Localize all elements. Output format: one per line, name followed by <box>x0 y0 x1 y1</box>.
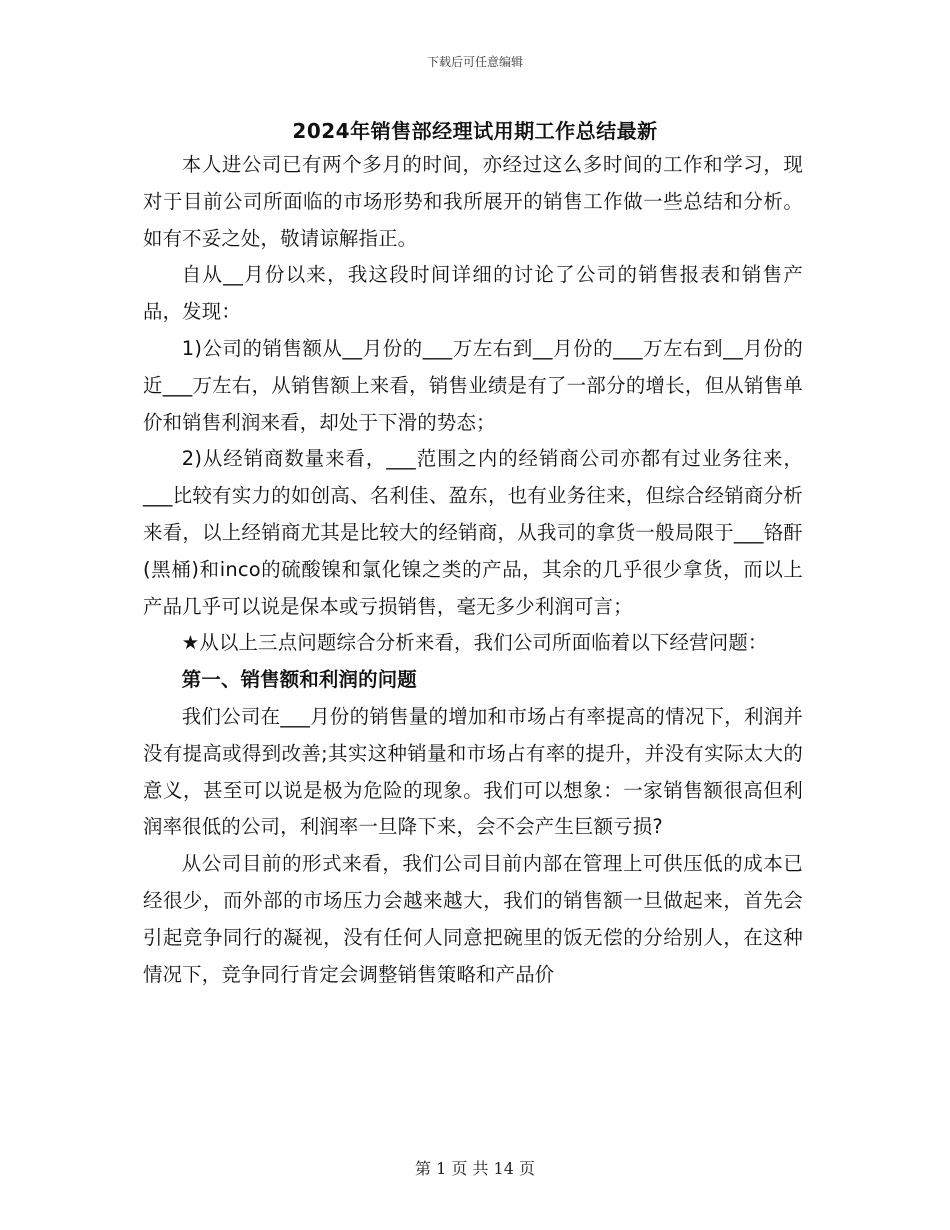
paragraph-section-1: 我们公司在___月份的销售量的增加和市场占有率提高的情况下，利润并没有提高或得到改善;其实这种销量和市场占有率的提升，并没有实际太大的意义，甚至可以说是极为危险的现象。我们可以想象：一家销售额很高但利润率很低的公司，利润率一旦降下来，会不会产生巨额亏损? <box>143 704 803 839</box>
paragraph-finding-1: 1)公司的销售额从__月份的___万左右到__月份的___万左右到__月份的近___万左右，从销售额上来看，销售业绩是有了一部分的增长，但从销售单价和销售利润来看，却处于下滑的势态； <box>143 336 803 434</box>
paragraph-findings-intro: 自从__月份以来，我这段时间详细的讨论了公司的销售报表和销售产品，发现： <box>143 263 803 324</box>
section-heading-1: 第一、销售额和利润的问题 <box>181 668 417 692</box>
paragraph-finding-2: 2)从经销商数量来看，___范围之内的经销商公司亦都有过业务往来，___比较有实力的如创高、名利佳、盈东，也有业务往来，但综合经销商分析来看，以上经销商尤其是比较大的经销商，从我司的拿货一般局限于___铬酐(黑桶)和inco的硫酸镍和氯化镍之类的产品，其余的几乎很少拿货，而以上产品几乎可以说是保本或亏损销售，毫无多少利润可言； <box>143 447 803 618</box>
paragraph-analysis: ★从以上三点问题综合分析来看，我们公司所面临着以下经营问题： <box>181 631 768 655</box>
paragraph-intro: 本人进公司已有两个多月的时间，亦经过这么多时间的工作和学习，现对于目前公司所面临的市场形势和我所展开的销售工作做一些总结和分析。如有不妥之处，敬请谅解指正。 <box>143 153 803 250</box>
page-footer: 第 1 页 共 14 页 <box>415 1159 535 1178</box>
paragraph-section-1-cont: 从公司目前的形式来看，我们公司目前内部在管理上可供压低的成本已经很少，而外部的市场压力会越来越大，我们的销售额一旦做起来，首先会引起竞争同行的凝视，没有任何人同意把碗里的饭无偿的分给别人，在这种情况下，竞争同行肯定会调整销售策略和产品价 <box>143 852 803 986</box>
document-body <box>143 147 803 993</box>
document-title: 2024年销售部经理试用期工作总结最新 <box>292 119 658 143</box>
header-note: 下载后可任意编辑 <box>426 55 523 69</box>
